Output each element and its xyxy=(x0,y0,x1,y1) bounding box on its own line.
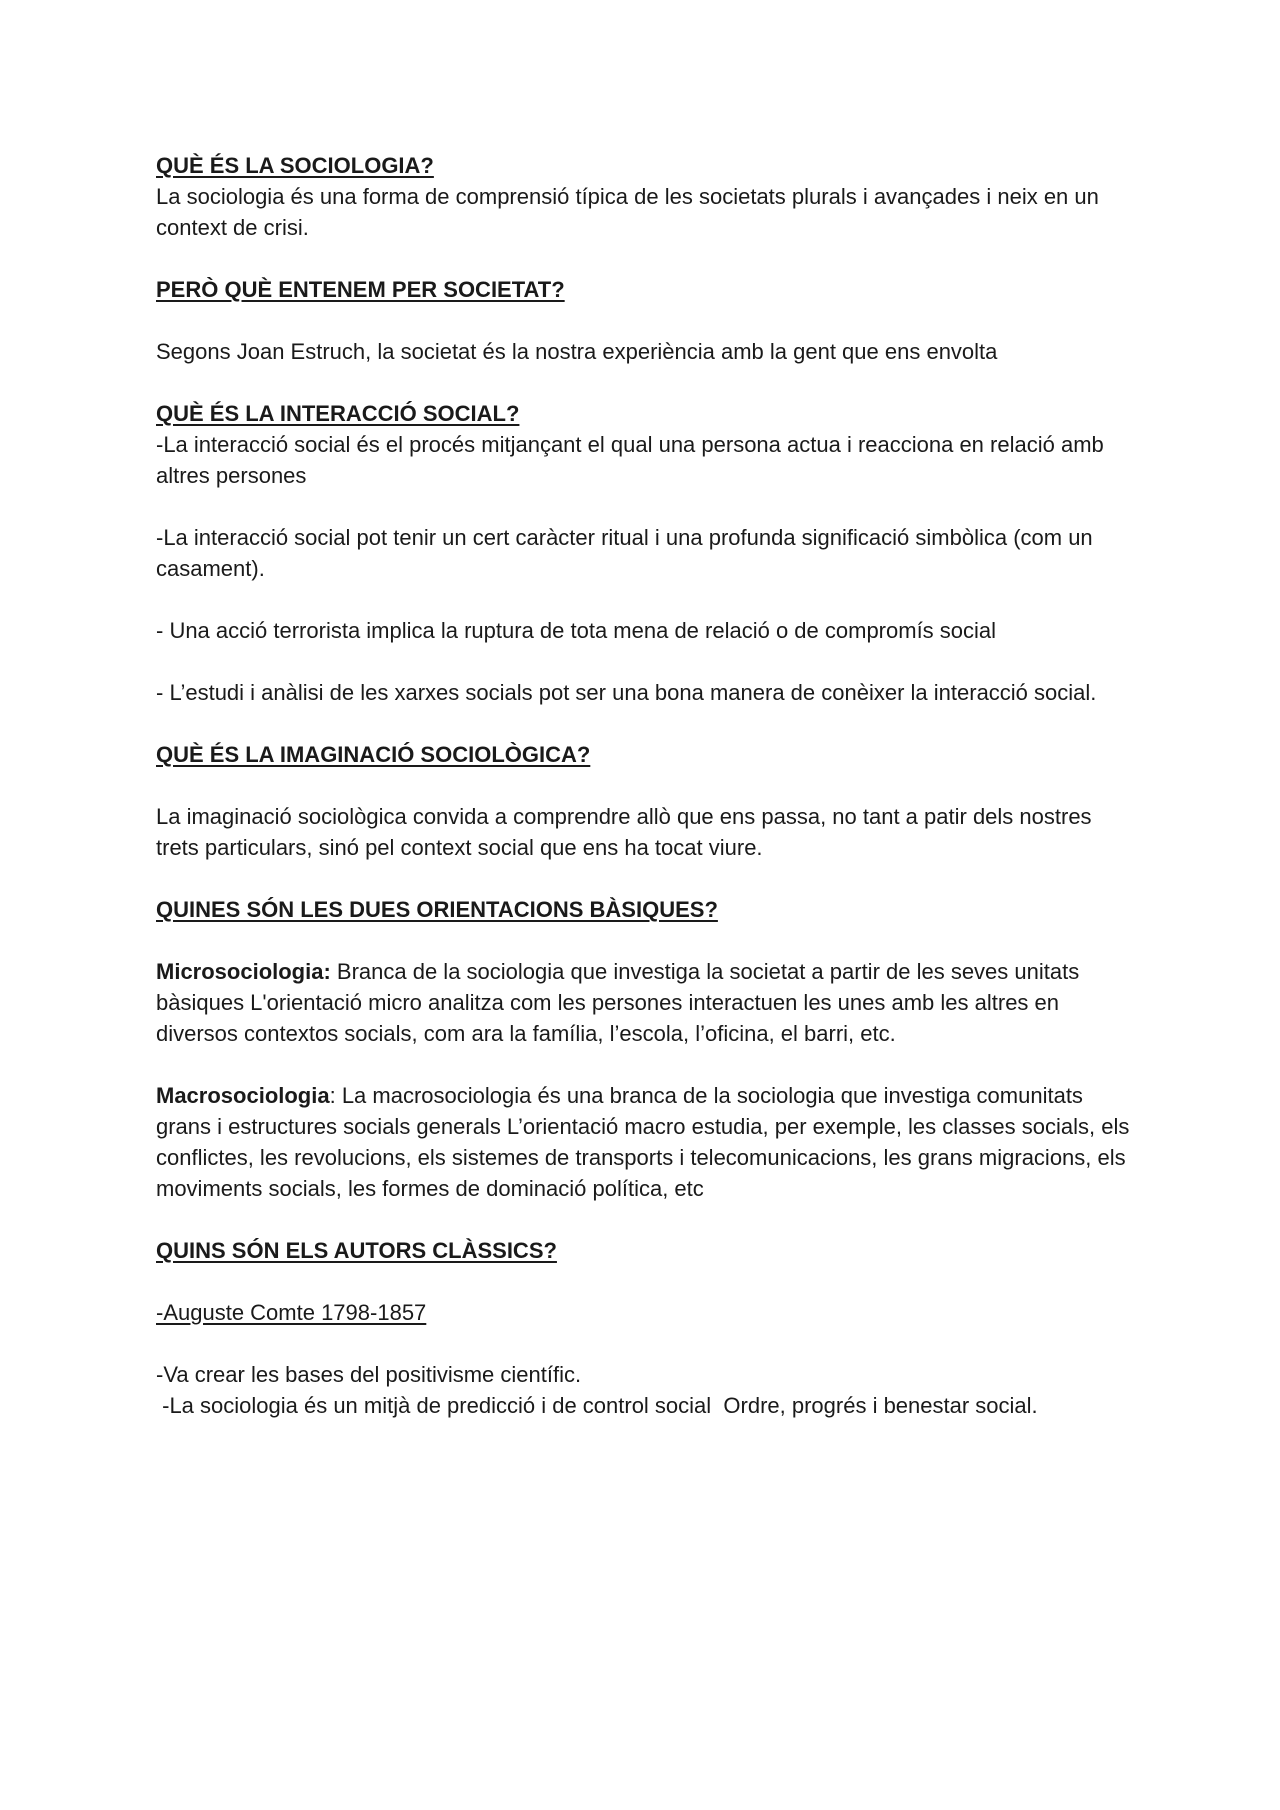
author-comte: -Auguste Comte 1798-1857 xyxy=(156,1300,427,1325)
paragraph-interaccio-1: -La interacció social és el procés mitjançant el qual una persona actua i reacciona en relació amb altres persones xyxy=(156,432,1104,488)
text-macrosociologia: : La macrosociologia és una branca de la sociologia que investiga comunitats grans i estructures socials generals L’orientació macro estudia, per exemple, les classes socials, els conflictes, les revolucions, els sistemes de transports i telecomunicacions, les grans migracions, els moviments socials, les formes de dominació política, etc xyxy=(156,1083,1130,1201)
paragraph-interaccio-4: - L’estudi i anàlisi de les xarxes socials pot ser una bona manera de conèixer la interacció social. xyxy=(156,680,1097,705)
paragraph-comte-2: -La sociologia és un mitjà de predicció i de control social Ordre, progrés i benestar social. xyxy=(156,1393,1038,1418)
paragraph-interaccio-2: -La interacció social pot tenir un cert caràcter ritual i una profunda significació simbòlica (com un casament). xyxy=(156,525,1093,581)
paragraph-interaccio-3: - Una acció terrorista implica la ruptura de tota mena de relació o de compromís social xyxy=(156,618,997,643)
document-page xyxy=(156,150,1136,1421)
heading-autors: QUINS SÓN ELS AUTORS CLÀSSICS? xyxy=(156,1238,557,1263)
term-microsociologia: Microsociologia: xyxy=(156,959,331,984)
heading-sociologia: QUÈ ÉS LA SOCIOLOGIA? xyxy=(156,153,434,178)
paragraph-microsociologia xyxy=(156,956,1136,1049)
heading-imaginacio: QUÈ ÉS LA IMAGINACIÓ SOCIOLÒGICA? xyxy=(156,742,591,767)
paragraph-sociologia: La sociologia és una forma de comprensió típica de les societats plurals i avançades i neix en un context de crisi. xyxy=(156,184,1099,240)
heading-societat: PERÒ QUÈ ENTENEM PER SOCIETAT? xyxy=(156,277,565,302)
term-macrosociologia: Macrosociologia xyxy=(156,1083,330,1108)
paragraph-imaginacio: La imaginació sociològica convida a comprendre allò que ens passa, no tant a patir dels nostres trets particulars, sinó pel context social que ens ha tocat viure. xyxy=(156,804,1092,860)
heading-orientacions: QUINES SÓN LES DUES ORIENTACIONS BÀSIQUES? xyxy=(156,897,718,922)
paragraph-societat: Segons Joan Estruch, la societat és la nostra experiència amb la gent que ens envolta xyxy=(156,339,998,364)
heading-interaccio: QUÈ ÉS LA INTERACCIÓ SOCIAL? xyxy=(156,401,520,426)
paragraph-macrosociologia xyxy=(156,1080,1136,1204)
text-microsociologia: Branca de la sociologia que investiga la societat a partir de les seves unitats bàsiques L'orientació micro analitza com les persones interactuen les unes amb les altres en diversos contextos socials, com ara la família, l’escola, l’oficina, el barri, etc. xyxy=(156,959,1080,1046)
paragraph-comte-1: -Va crear les bases del positivisme científic. xyxy=(156,1362,582,1387)
